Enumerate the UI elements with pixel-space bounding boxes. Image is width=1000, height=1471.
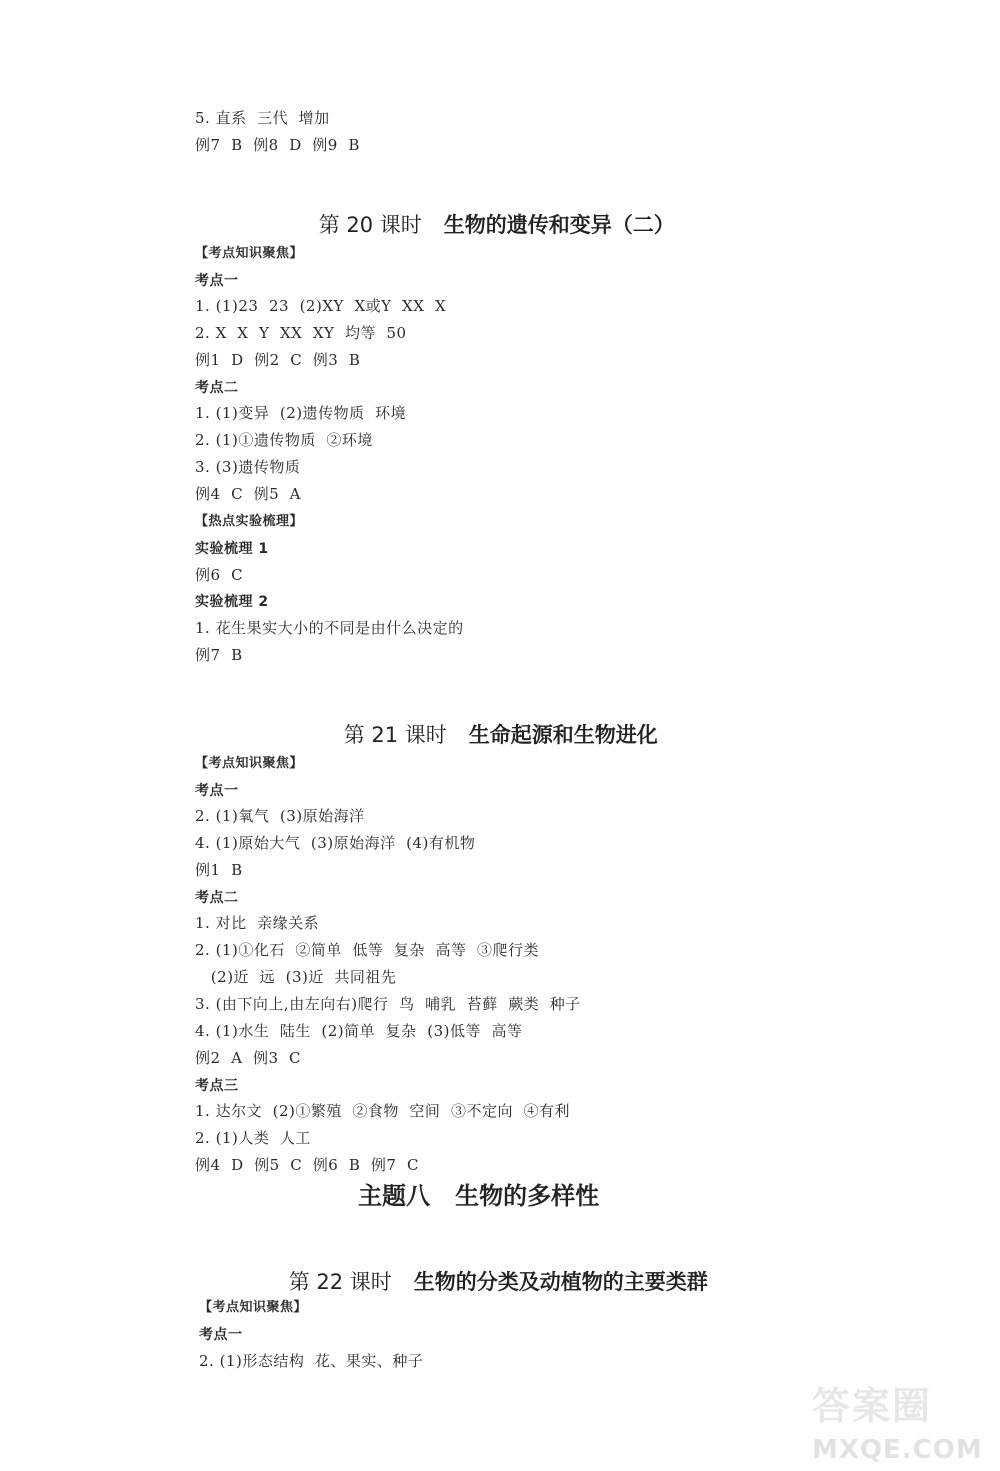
answer-line: 2. (1)形态结构 花、果实、种子 xyxy=(199,1352,424,1370)
answer-line: 1. 达尔文 (2)①繁殖 ②食物 空间 ③不定向 ④有利 xyxy=(195,1102,571,1120)
answer-line: 2. (1)人类 人工 xyxy=(195,1129,311,1147)
lesson-21-heading xyxy=(317,693,658,777)
top-line-1: 5. 直系 三代 增加 xyxy=(195,109,330,127)
watermark-url: MXQE.COM xyxy=(812,1435,983,1465)
kaodian-2: 考点二 xyxy=(195,380,239,396)
site-watermark xyxy=(812,1375,982,1465)
answer-line: 3. (3)遗传物质 xyxy=(195,458,301,476)
section-knowledge: 【考点知识聚焦】 xyxy=(195,756,304,771)
answer-line: 2. (1)①化石 ②简单 低等 复杂 高等 ③爬行类 xyxy=(195,941,540,959)
lesson-22-heading xyxy=(262,1240,708,1324)
experiment-2: 实验梳理 2 xyxy=(195,594,269,610)
answer-line: 3. (由下向上,由左向右)爬行 鸟 哺乳 苔藓 蕨类 种子 xyxy=(195,995,581,1013)
example-answers: 例6 C xyxy=(195,566,244,584)
example-answers: 例4 D 例5 C 例6 B 例7 C xyxy=(195,1156,419,1174)
theme-8-title: 主题八 生物的多样性 xyxy=(358,1182,600,1210)
answer-line: 1. 花生果实大小的不同是由什么决定的 xyxy=(195,619,464,637)
answer-line: 4. (1)水生 陆生 (2)简单 复杂 (3)低等 高等 xyxy=(195,1022,523,1040)
answer-line: (2)近 远 (3)近 共同祖先 xyxy=(195,968,397,986)
kaodian-1: 考点一 xyxy=(195,783,239,799)
lesson-21-name: 生命起源和生物进化 xyxy=(468,723,658,747)
answer-line: 4. (1)原始大气 (3)原始海洋 (4)有机物 xyxy=(195,834,476,852)
section-experiment: 【热点实验梳理】 xyxy=(195,514,304,529)
experiment-1: 实验梳理 1 xyxy=(195,541,269,557)
example-answers: 例7 B xyxy=(195,646,243,664)
answer-line: 1. 对比 亲缘关系 xyxy=(195,914,320,932)
section-knowledge: 【考点知识聚焦】 xyxy=(199,1300,308,1315)
kaodian-1: 考点一 xyxy=(195,273,239,289)
lesson-22-name: 生物的分类及动植物的主要类群 xyxy=(413,1270,708,1294)
lesson-20-number: 第 20 课时 xyxy=(318,213,422,237)
example-answers: 例1 B xyxy=(195,861,243,879)
answer-line: 2. (1)氧气 (3)原始海洋 xyxy=(195,807,365,825)
example-answers: 例1 D 例2 C 例3 B xyxy=(195,351,361,369)
lesson-22-number: 第 22 课时 xyxy=(288,1270,392,1294)
answer-line: 2. X X Y XX XY 均等 50 xyxy=(195,324,407,342)
lesson-20-name: 生物的遗传和变异（二） xyxy=(443,213,675,237)
kaodian-3: 考点三 xyxy=(195,1078,239,1094)
top-examples: 例7 B 例8 D 例9 B xyxy=(195,136,360,154)
example-answers: 例2 A 例3 C xyxy=(195,1049,302,1067)
answer-line: 1. (1)变异 (2)遗传物质 环境 xyxy=(195,404,407,422)
answer-line: 2. (1)①遗传物质 ②环境 xyxy=(195,431,373,449)
answer-line: 1. (1)23 23 (2)XY X或Y XX X xyxy=(195,297,447,315)
section-knowledge: 【考点知识聚焦】 xyxy=(195,246,304,261)
watermark-logo: 答案圈 xyxy=(812,1384,933,1428)
kaodian-2: 考点二 xyxy=(195,890,239,906)
lesson-20-heading xyxy=(292,183,675,267)
example-answers: 例4 C 例5 A xyxy=(195,485,302,503)
kaodian-1: 考点一 xyxy=(199,1327,243,1343)
lesson-21-number: 第 21 课时 xyxy=(343,723,447,747)
